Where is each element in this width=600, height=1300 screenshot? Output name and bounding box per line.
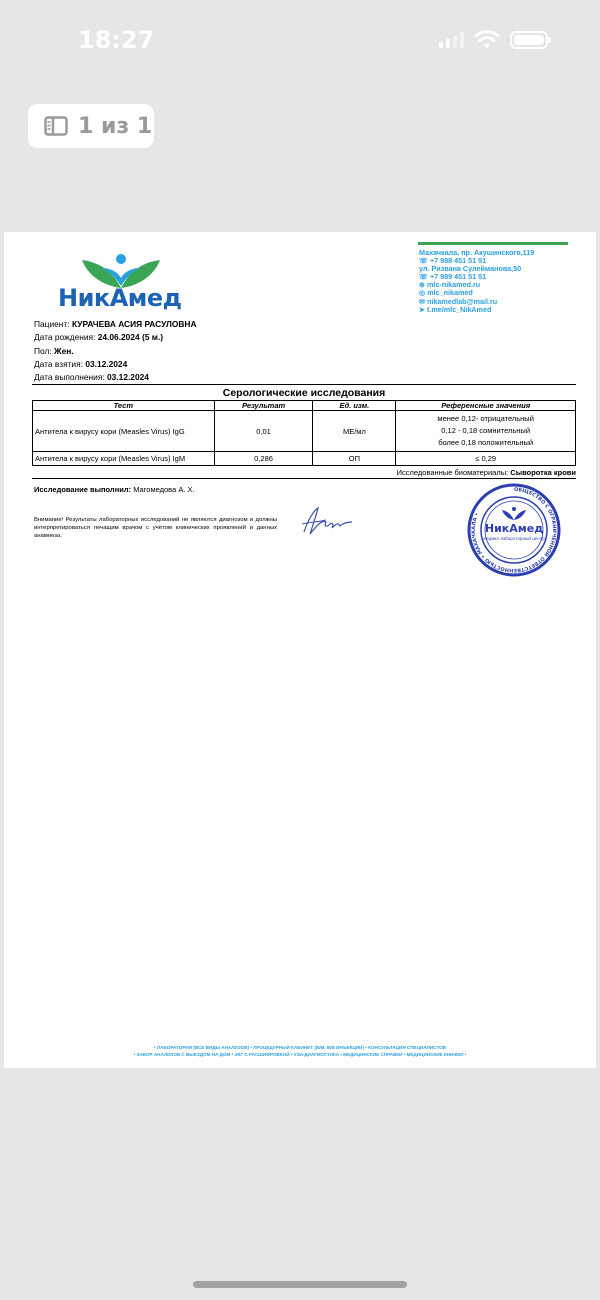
test-reference — [396, 411, 576, 452]
biomaterial-value: Сыворотка крови — [510, 468, 576, 477]
test-name: Антитела к вирусу кори (Measles Virus) IgM — [33, 452, 215, 466]
taken-date-label: Дата взятия: — [34, 358, 83, 369]
patient-name-label: Пациент: — [34, 319, 70, 329]
signature-icon — [296, 502, 360, 542]
contact-line: ◎ mlc_nikamed — [419, 288, 473, 298]
contact-line: ➤ t.me/mlc_NikAmed — [419, 304, 492, 314]
results-table — [32, 400, 576, 466]
page-counter-label: 1 из 1 — [78, 113, 153, 139]
performer-label: Исследование выполнил: — [34, 485, 132, 494]
document-page — [4, 232, 596, 1068]
header-test: Тест — [33, 401, 215, 411]
header-result: Результат — [214, 401, 313, 411]
reference-line: более 0,18 положительный — [438, 438, 534, 447]
status-bar — [0, 0, 600, 80]
battery-icon — [510, 31, 548, 49]
reference-line: 0,12 - 0,18 сомнительный — [441, 426, 531, 435]
footer-line: • ЗАБОР АНАЛИЗОВ С ВЫЕЗДОМ НА ДОМ • ЭКГ С РАСШИФРОВКОЙ • УЗИ-ДИАГНОСТИКА • МЕДИЦИНСКИЕ СПРАВКИ • МЕДИЦИНСКИЕ КНИЖКИ • — [133, 1052, 467, 1057]
stamp-subtitle-text: медико лабораторный центр — [483, 536, 545, 541]
dob-label: Дата рождения: — [34, 332, 96, 343]
contact-line: ☏ +7 989 451 51 51 — [419, 272, 487, 282]
test-reference: ≤ 0,29 — [396, 452, 576, 466]
reference-line: менее 0,12- отрицательный — [437, 414, 534, 423]
table-header-row — [33, 401, 576, 411]
test-result: 0,286 — [214, 452, 313, 466]
performer-line — [34, 485, 195, 494]
wifi-icon — [474, 30, 500, 50]
clinic-stamp-icon — [466, 482, 562, 578]
header-reference: Референсные значения — [396, 401, 576, 411]
patient-name: КУРАЧЕВА АСИЯ РАСУЛОВНА — [71, 319, 197, 329]
document-footer — [4, 1044, 596, 1058]
signal-icon — [439, 32, 464, 48]
page-counter-button[interactable] — [28, 104, 154, 148]
dob-value: 24.06.2024 (5 м.) — [97, 332, 164, 343]
contact-line: ул. Ризвана Сулейманова,50 — [419, 264, 522, 274]
contact-line: Махачкала, пр. Акушинского,119 — [419, 248, 535, 257]
sidebar-icon — [44, 116, 68, 136]
warning-text: Внимание! Результаты лабораторных исследований не являются диагнозом и должны интерпретироваться лечащим врачом с учётом клинических проявлений и данных анамнеза. — [34, 517, 277, 539]
done-date-label: Дата выполнения: — [34, 372, 105, 383]
stamp-center-text: НикАмед — [484, 522, 544, 535]
done-date-value: 03.12.2024 — [107, 372, 149, 383]
biomaterial-line — [32, 468, 576, 479]
status-icons — [439, 30, 548, 50]
test-unit: МЕ/мл — [313, 411, 396, 452]
section-title: Серологические исследования — [32, 384, 576, 399]
test-name: Антитела к вирусу кори (Measles Virus) IgG — [33, 411, 215, 452]
home-indicator[interactable] — [193, 1281, 407, 1288]
status-time: 18:27 — [78, 26, 155, 54]
performer-name: Магомедова А. Х. — [133, 485, 195, 494]
contacts-block — [419, 249, 534, 314]
footer-line: • ЛАБОРАТОРИЯ (ВСЕ ВИДЫ АНАЛИЗОВ) • ПРОЦЕДУРНЫЙ КАБИНЕТ (В/М, В/В ИНЪЕКЦИИ) • КОНСУЛЬТАЦИЯ СПЕЦИАЛИСТОВ — [154, 1045, 446, 1050]
header-unit: Ед. изм. — [313, 401, 396, 411]
sex-label: Пол: — [34, 345, 52, 356]
contact-divider — [418, 242, 568, 245]
test-unit: ОП — [313, 452, 396, 466]
contact-line: ⊕ mlc-nikamed.ru — [419, 280, 481, 290]
patient-info — [34, 318, 197, 384]
biomaterial-label: Исследованные биоматериалы: — [396, 468, 509, 477]
sex-value: Жен. — [54, 345, 74, 356]
test-result: 0,01 — [214, 411, 313, 452]
brand-name: НикАмед — [58, 284, 182, 312]
taken-date-value: 03.12.2024 — [85, 358, 128, 369]
table-row — [33, 411, 576, 452]
table-row — [33, 452, 576, 466]
stamp-ring-text: ОБЩЕСТВО С ОГРАНИЧЕННОЙ ОТВЕТСТВЕННОСТЬЮ • МАХАЧКАЛА • — [470, 486, 557, 574]
contact-line: ☏ +7 988 451 51 51 — [419, 256, 487, 266]
contact-line: ✉ nikamedlab@mail.ru — [419, 296, 498, 306]
